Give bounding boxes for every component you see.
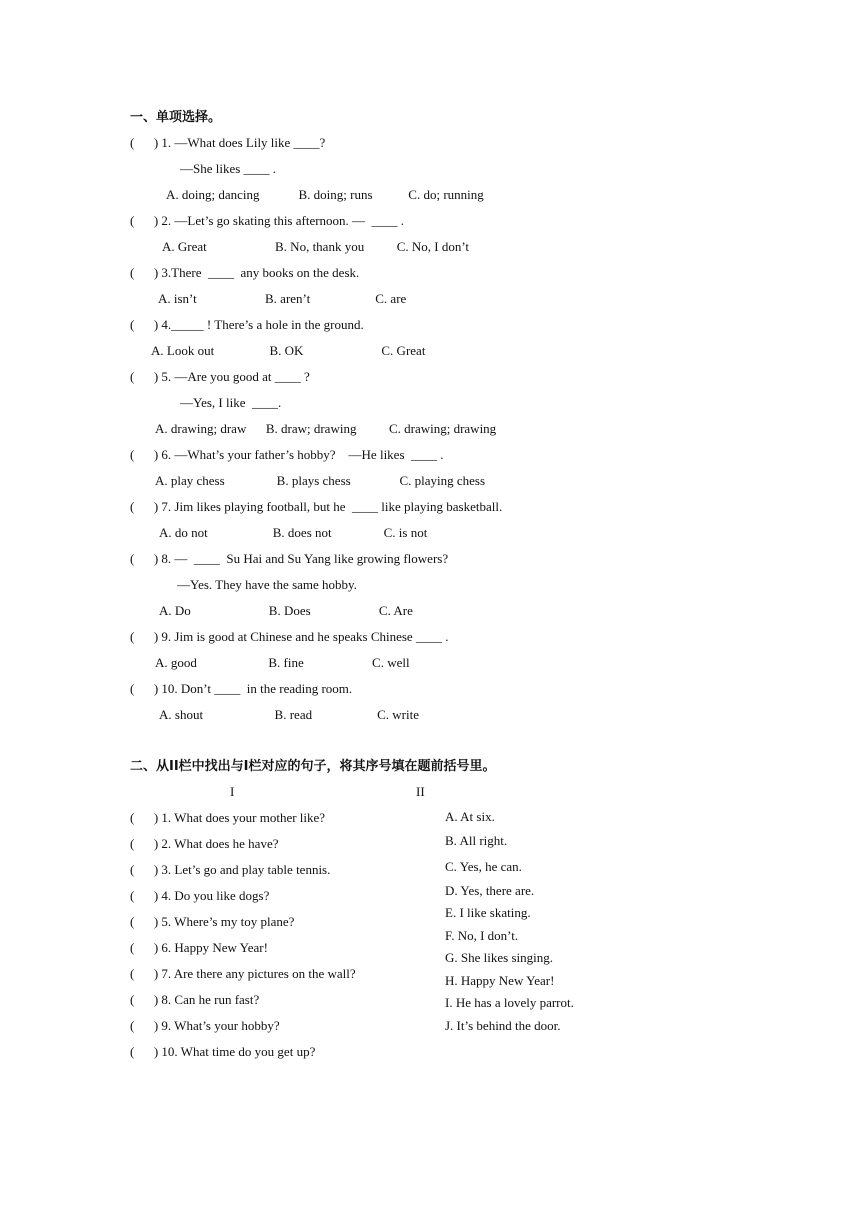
match-left-item: ( ) 7. Are there any pictures on the wall? — [130, 966, 356, 981]
question-6-options: A. play chess B. plays chess C. playing chess — [155, 473, 486, 488]
question-8: ( ) 8. — ____ Su Hai and Su Yang like growing flowers? — [130, 551, 449, 566]
match-right-item: G. She likes singing. — [445, 950, 553, 965]
section1-heading: 一、单项选择。 — [130, 110, 222, 125]
question-6: ( ) 6. —What’s your father’s hobby? —He likes ____ . — [130, 447, 444, 462]
section2-heading: 二、从II栏中找出与I栏对应的句子，将其序号填在题前括号里。 — [130, 759, 496, 774]
question-7: ( ) 7. Jim likes playing football, but he ____ like playing basketball. — [130, 499, 503, 514]
question-1-answer-line: —She likes ____ . — [180, 161, 277, 176]
question-10: ( ) 10. Don’t ____ in the reading room. — [130, 681, 353, 696]
question-4: ( ) 4._____ ! There’s a hole in the ground. — [130, 317, 364, 332]
column-i-label: I — [230, 784, 235, 799]
question-5: ( ) 5. —Are you good at ____ ? — [130, 369, 310, 384]
match-right-item: A. At six. — [445, 809, 495, 824]
match-left-item: ( ) 2. What does he have? — [130, 836, 279, 851]
question-8-answer-line: —Yes. They have the same hobby. — [177, 577, 357, 592]
match-left-item: ( ) 4. Do you like dogs? — [130, 888, 270, 903]
question-3-options: A. isn’t B. aren’t C. are — [158, 291, 407, 306]
match-left-item: ( ) 9. What’s your hobby? — [130, 1018, 280, 1033]
question-5-options: A. drawing; draw B. draw; drawing C. drawing; drawing — [155, 421, 497, 436]
match-left-item: ( ) 3. Let’s go and play table tennis. — [130, 862, 331, 877]
match-right-item: C. Yes, he can. — [445, 859, 522, 874]
question-8-options: A. Do B. Does C. Are — [159, 603, 413, 618]
match-right-item: I. He has a lovely parrot. — [445, 995, 574, 1010]
question-3: ( ) 3.There ____ any books on the desk. — [130, 265, 360, 280]
question-1-options: A. doing; dancing B. doing; runs C. do; running — [166, 187, 484, 202]
match-right-item: B. All right. — [445, 833, 508, 848]
question-2: ( ) 2. —Let’s go skating this afternoon. — ____ . — [130, 213, 405, 228]
question-9: ( ) 9. Jim is good at Chinese and he speaks Chinese ____ . — [130, 629, 449, 644]
question-7-options: A. do not B. does not C. is not — [159, 525, 428, 540]
question-1: ( ) 1. —What does Lily like ____? — [130, 135, 326, 150]
match-left-item: ( ) 6. Happy New Year! — [130, 940, 268, 955]
question-5-answer-line: —Yes, I like ____. — [180, 395, 282, 410]
match-left-item: ( ) 5. Where’s my toy plane? — [130, 914, 295, 929]
question-9-options: A. good B. fine C. well — [155, 655, 410, 670]
column-ii-label: II — [416, 784, 425, 799]
question-10-options: A. shout B. read C. write — [159, 707, 419, 722]
match-left-item: ( ) 8. Can he run fast? — [130, 992, 260, 1007]
match-left-item: ( ) 10. What time do you get up? — [130, 1044, 316, 1059]
match-right-item: E. I like skating. — [445, 905, 531, 920]
match-right-item: H. Happy New Year! — [445, 973, 555, 988]
match-left-item: ( ) 1. What does your mother like? — [130, 810, 326, 825]
question-2-options: A. Great B. No, thank you C. No, I don’t — [162, 239, 470, 254]
match-right-item: D. Yes, there are. — [445, 883, 535, 898]
match-right-item: J. It’s behind the door. — [445, 1018, 561, 1033]
question-4-options: A. Look out B. OK C. Great — [151, 343, 426, 358]
match-right-item: F. No, I don’t. — [445, 928, 519, 943]
